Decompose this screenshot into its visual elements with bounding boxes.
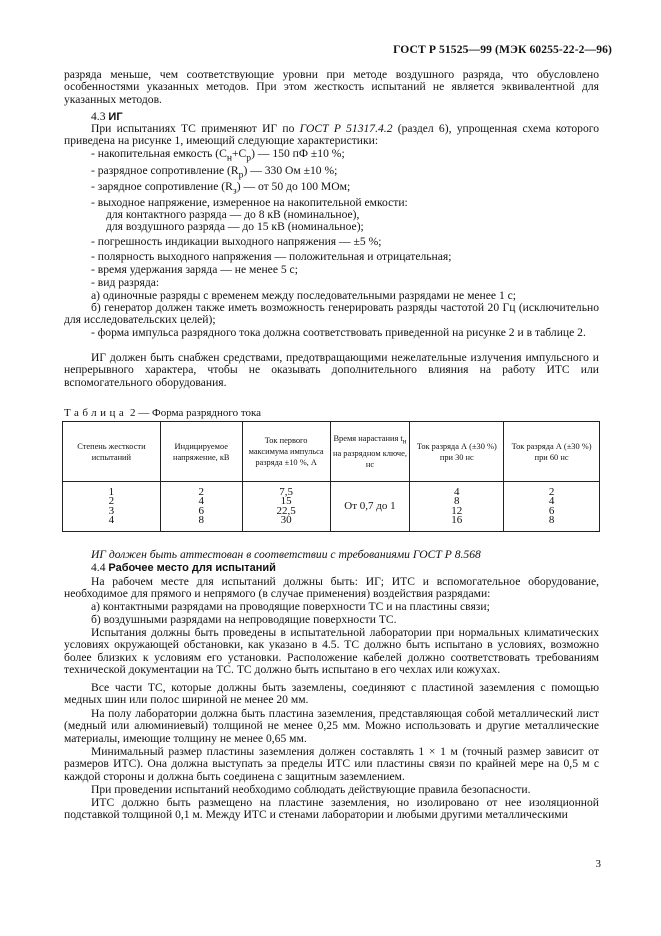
frequency-paragraph: б) генератор должен также иметь возможность генерировать разряды частотой 20 Гц (исключительно для исследовательских целей); bbox=[64, 301, 599, 327]
generator-paragraph: При испытаниях ТС применяют ИГ по ГОСТ Р 51317.4.2 (раздел 6), упрощенная схема которого приведена на рисунке 1, имеющий следующие характеристики: bbox=[64, 122, 599, 148]
standard-ref: ГОСТ Р 51317.4.2 bbox=[299, 122, 393, 135]
section-title: ИГ bbox=[108, 111, 123, 123]
header-cell: Ток разряда А (±30 %) при 60 нс bbox=[504, 422, 600, 482]
char-line: для контактного разряда — до 8 кВ (номинальное), bbox=[106, 208, 360, 221]
placement-paragraph: ИТС должно быть размещено на пластине заземления, но изолировано от нее изоляционной подставкой толщиной 0,1 м. Между ИТС и стенами лаборатории и любыми другими металлическими bbox=[64, 796, 599, 822]
char-line: а) одиночные разряды с временем между последовательными разрядами не менее 1 с; bbox=[91, 289, 517, 302]
char-line: - вид разряда: bbox=[91, 276, 160, 289]
discharge-current-table bbox=[62, 421, 600, 532]
header-cell: Ток первого максимума импульса разряда ±10 %, А bbox=[242, 422, 330, 482]
waveform-paragraph: - форма импульса разрядного тока должна соответствовать приведенной на рисунке 2 и в таблице 2. bbox=[91, 326, 586, 339]
section-number: 4.3 bbox=[91, 110, 106, 123]
char-line: - время удержания заряда — не менее 5 с; bbox=[91, 263, 298, 276]
header-cell: Время нарастания $t_н$ на разрядном ключе, нс bbox=[330, 422, 410, 482]
list-item: а) контактными разрядами на проводящие поверхности ТС и на пластины связи; bbox=[91, 600, 490, 613]
header-cell: Ток разряда А (±30 %) при 30 нс bbox=[410, 422, 504, 482]
emission-paragraph: ИГ должен быть снабжен средствами, предотвращающими нежелательные излучения импульсного и непрерывного характера, чтобы не оказывать дополнительного влияния на работу ИТС или вспомогательного оборудования. bbox=[64, 351, 599, 389]
section-title: Рабочее место для испытаний bbox=[108, 562, 276, 574]
table-cell: 2 4 6 8 bbox=[160, 482, 242, 532]
char-line: - накопительная емкость $(C_н+C_р)$ — 150 пФ ±10 %; bbox=[91, 147, 345, 164]
section-number: 4.4 bbox=[91, 561, 106, 574]
plate-size-paragraph: Минимальный размер пластины заземления должен составлять 1 × 1 м (точный размер зависит от размеров ИТС). Она должна выступать за пределы ИТС или пластины связи по крайней мере на 0,5 м с каждой стороны и должна быть соединена с защитным заземлением. bbox=[64, 745, 599, 783]
table-cell: 1 2 3 4 bbox=[63, 482, 161, 532]
running-header: ГОСТ Р 51525—99 (МЭК 60255-22-2—96) bbox=[393, 43, 612, 56]
table-caption: Таблица 2 — Форма разрядного тока bbox=[64, 407, 262, 419]
grounding-paragraph: Все части ТС, которые должны быть заземлены, соединяют с пластиной заземления с помощью медных шин или полос шириной не менее 20 мм. bbox=[64, 681, 599, 707]
char-line: - выходное напряжение, измеренное на накопительной емкости: bbox=[91, 196, 408, 209]
section-4-4-heading bbox=[91, 562, 276, 574]
table-cell: 2 4 6 8 bbox=[504, 482, 600, 532]
ground-plate-paragraph: На полу лаборатории должна быть пластина заземления, представляющая собой металлический лист (медный или алюминиевый) толщиной не менее 0,25 мм. Можно использовать и другие металлические материалы, имеющие толщину не менее 0,65 мм. bbox=[64, 707, 599, 745]
char-line: для воздушного разряда — до 15 кВ (номинальное); bbox=[106, 220, 364, 233]
table-cell: 4 8 12 16 bbox=[410, 482, 504, 532]
safety-paragraph: При проведении испытаний необходимо соблюдать действующие правила безопасности. bbox=[91, 783, 531, 796]
table-cell: От 0,7 до 1 bbox=[330, 482, 410, 532]
char-line: - погрешность индикации выходного напряжения — ±5 %; bbox=[91, 235, 382, 248]
page-number: 3 bbox=[595, 858, 601, 870]
char-line: - разрядное сопротивление $(R_р)$ — 330 Ом ±10 %; bbox=[91, 164, 338, 181]
intro-paragraph: разряда меньше, чем соответствующие уровни при методе воздушного разряда, что обусловлено особенностями указанных методов. При этом жесткость испытаний не является эквивалентной для указанных методов. bbox=[64, 68, 599, 106]
workplace-paragraph: На рабочем месте для испытаний должны быть: ИГ; ИТС и вспомогательное оборудование, необходимое для прямого и непрямого (в случае применения) воздействия разрядами: bbox=[64, 575, 599, 601]
char-line: - зарядное сопротивление $(R_з)$ — от 50 до 100 МОм; bbox=[91, 180, 351, 197]
header-cell: Индицируемое напряжение, кВ bbox=[160, 422, 242, 482]
list-item: б) воздушными разрядами на непроводящие поверхности ТС. bbox=[91, 613, 397, 626]
lab-conditions-paragraph: Испытания должны быть проведены в испытательной лаборатории при нормальных климатических условиях окружающей обстановки, как указано в 4.5. ТС должно быть испытано в условиях, возможно более близких к условиям его установки. Расположение кабелей должно соответствовать требованиям технической документации на ТС. ТС должно быть испытано в его чехлах или кожухах. bbox=[64, 626, 599, 676]
table-cell: 7,5 15 22,5 30 bbox=[242, 482, 330, 532]
header-cell: Степень жесткости испытаний bbox=[63, 422, 161, 482]
char-line: - полярность выходного напряжения — положительная и отрицательная; bbox=[91, 250, 452, 263]
certification-note: ИГ должен быть аттестован в соответствии с требованиями ГОСТ Р 8.568 bbox=[91, 548, 481, 561]
